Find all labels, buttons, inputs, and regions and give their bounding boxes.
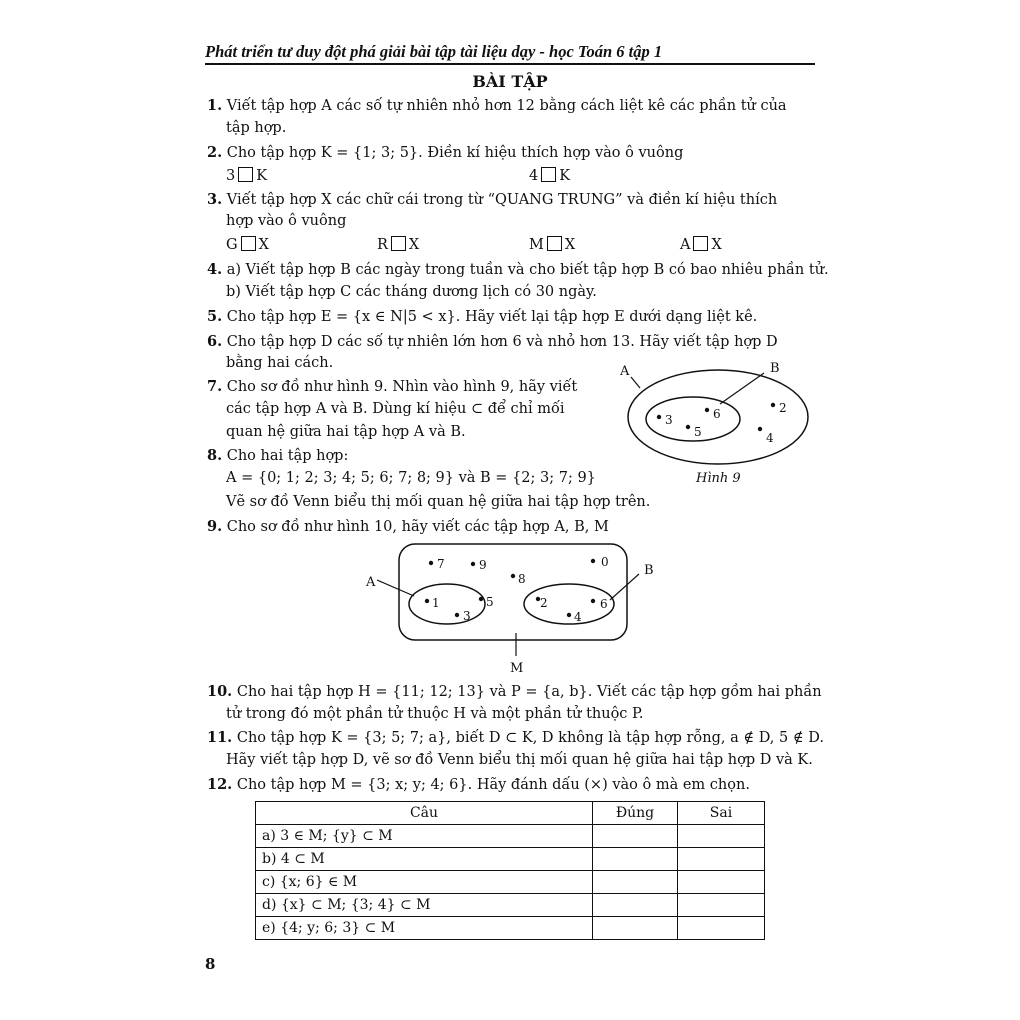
exercise-number: 5.: [207, 308, 223, 325]
exercise-4-line2: b) Viết tập hợp C các tháng dương lịch có 30 ngày.: [226, 284, 597, 300]
answer-box[interactable]: [391, 236, 406, 251]
element-label: 8: [518, 572, 526, 586]
exercise-8-line3: Vẽ sơ đồ Venn biểu thị mối quan hệ giữa hai tập hợp trên.: [226, 494, 651, 510]
element-label: 4: [574, 610, 582, 624]
exercise-4: [207, 261, 829, 278]
statement-cell: a) 3 ∈ M; {y} ⊂ M: [256, 825, 593, 848]
exercise-6-line2: bằng hai cách.: [226, 355, 334, 371]
exercise-3-item-m: M X: [529, 237, 576, 253]
exercise-text: Cho tập hợp M = {3; x; y; 4; 6}. Hãy đánh dấu (×) vào ô mà em chọn.: [236, 777, 750, 793]
exercise-7-line3: quan hệ giữa hai tập hợp A và B.: [226, 424, 466, 440]
exercise-text: Cho sơ đồ như hình 10, hãy viết các tập hợp A, B, M: [226, 519, 609, 535]
exercise-text: a) Viết tập hợp B các ngày trong tuần và cho biết tập hợp B có bao nhiêu phần tử.: [226, 262, 829, 278]
header-rule: [205, 63, 815, 65]
column-header: Đúng: [593, 802, 678, 825]
leader-line-b: [720, 373, 764, 404]
exercise-3-item-g: G X: [226, 237, 269, 253]
table-row: [256, 825, 765, 848]
element-label: 5: [694, 425, 702, 439]
exercise-number: 10.: [207, 683, 233, 700]
set-m-rectangle: [399, 544, 627, 640]
exercise-10: [207, 683, 822, 700]
false-checkbox-cell[interactable]: [678, 871, 765, 894]
element-label: 0: [601, 555, 609, 569]
answer-box[interactable]: [238, 167, 253, 182]
leader-line-a: [377, 580, 414, 596]
false-checkbox-cell[interactable]: [678, 917, 765, 940]
point: [479, 597, 483, 601]
answer-box[interactable]: [241, 236, 256, 251]
element-label: 5: [486, 595, 494, 609]
exercise-2: [207, 144, 683, 161]
point: [471, 562, 475, 566]
false-checkbox-cell[interactable]: [678, 848, 765, 871]
statement-cell: e) {4; y; 6; 3} ⊂ M: [256, 917, 593, 940]
true-checkbox-cell[interactable]: [593, 848, 678, 871]
element-label: 2: [779, 401, 787, 415]
exercise-number: 2.: [207, 144, 223, 161]
table-row: [256, 894, 765, 917]
exercise-number: 12.: [207, 776, 233, 793]
set-a-ellipse: [409, 584, 485, 624]
answer-box[interactable]: [541, 167, 556, 182]
exercise-5: [207, 308, 757, 325]
exercise-1-line2: tập hợp.: [226, 120, 287, 136]
exercise-number: 9.: [207, 518, 223, 535]
venn-diagram-figure-10: [360, 540, 670, 680]
leader-line-a: [631, 377, 640, 388]
exercise-text: Cho hai tập hợp H = {11; 12; 13} và P = {a, b}. Viết các tập hợp gồm hai phần: [236, 684, 822, 700]
figure-9-caption: Hình 9: [696, 471, 741, 486]
label-b: B: [770, 361, 780, 376]
point: [591, 559, 595, 563]
element-label: 6: [600, 597, 608, 611]
exercise-1: [207, 97, 787, 114]
exercise-11-line2: Hãy viết tập hợp D, vẽ sơ đồ Venn biểu thị mối quan hệ giữa hai tập hợp D và K.: [226, 752, 813, 768]
exercise-text: Cho tập hợp K = {1; 3; 5}. Điền kí hiệu thích hợp vào ô vuông: [226, 145, 684, 161]
exercise-3-item-a: A X: [680, 237, 722, 253]
exercise-8: [207, 447, 348, 464]
point: [758, 427, 762, 431]
section-title: BÀI TẬP: [472, 72, 548, 91]
element-label: 2: [540, 596, 548, 610]
point: [591, 599, 595, 603]
exercise-text: Cho tập hợp K = {3; 5; 7; a}, biết D ⊂ K, D không là tập hợp rỗng, a ∉ D, 5 ∉ D.: [236, 730, 824, 746]
point: [567, 613, 571, 617]
column-header: Câu: [256, 802, 593, 825]
exercise-number: 4.: [207, 261, 223, 278]
element-label: 3: [463, 609, 471, 623]
statement-cell: c) {x; 6} ∈ M: [256, 871, 593, 894]
point: [455, 613, 459, 617]
exercise-12: [207, 776, 750, 793]
exercise-3: [207, 191, 777, 208]
label-m: M: [510, 661, 524, 676]
true-checkbox-cell[interactable]: [593, 894, 678, 917]
set-b-ellipse: [646, 397, 740, 441]
false-checkbox-cell[interactable]: [678, 825, 765, 848]
label-b: B: [644, 563, 654, 578]
page-number: 8: [205, 955, 216, 973]
exercise-7: [207, 378, 577, 395]
exercise-number: 11.: [207, 729, 233, 746]
exercise-3-line2: hợp vào ô vuông: [226, 213, 347, 229]
exercise-2-item-a: 3 K: [226, 168, 268, 184]
false-checkbox-cell[interactable]: [678, 894, 765, 917]
exercise-number: 7.: [207, 378, 223, 395]
statement-cell: d) {x} ⊂ M; {3; 4} ⊂ M: [256, 894, 593, 917]
answer-box[interactable]: [547, 236, 562, 251]
element-label: 1: [432, 596, 440, 610]
point: [686, 425, 690, 429]
exercise-11: [207, 729, 824, 746]
element-label: 6: [713, 407, 721, 421]
exercise-number: 6.: [207, 333, 223, 350]
statement-cell: b) 4 ⊂ M: [256, 848, 593, 871]
exercise-text: Cho hai tập hợp:: [226, 448, 349, 464]
exercise-text: Cho tập hợp D các số tự nhiên lớn hơn 6 và nhỏ hơn 13. Hãy viết tập hợp D: [226, 334, 778, 350]
true-checkbox-cell[interactable]: [593, 917, 678, 940]
column-header: Sai: [678, 802, 765, 825]
exercise-number: 3.: [207, 191, 223, 208]
table-row: [256, 917, 765, 940]
point: [425, 599, 429, 603]
exercise-text: Viết tập hợp A các số tự nhiên nhỏ hơn 12 bằng cách liệt kê các phần tử của: [226, 98, 787, 114]
exercise-text: Viết tập hợp X các chữ cái trong từ “QUANG TRUNG” và điền kí hiệu thích: [226, 192, 778, 208]
element-label: 7: [437, 557, 445, 571]
exercise-number: 8.: [207, 447, 223, 464]
point: [429, 561, 433, 565]
table-row: [256, 848, 765, 871]
exercise-3-item-r: R X: [377, 237, 420, 253]
running-header: Phát triển tư duy đột phá giải bài tập tài liệu dạy - học Toán 6 tập 1: [205, 42, 663, 61]
exercise-9: [207, 518, 609, 535]
element-label: 4: [766, 431, 774, 445]
exercise-7-line2: các tập hợp A và B. Dùng kí hiệu ⊂ để chỉ mối: [226, 401, 565, 417]
element-label: 9: [479, 558, 487, 572]
point: [705, 408, 709, 412]
label-a: A: [620, 364, 630, 379]
answer-table: [255, 801, 765, 940]
label-a: A: [366, 575, 376, 590]
point: [771, 403, 775, 407]
exercise-text: Cho tập hợp E = {x ∈ N|5 < x}. Hãy viết lại tập hợp E dưới dạng liệt kê.: [226, 309, 758, 325]
true-checkbox-cell[interactable]: [593, 871, 678, 894]
table-header-row: [256, 802, 765, 825]
exercise-2-item-b: 4 K: [529, 168, 571, 184]
answer-box[interactable]: [693, 236, 708, 251]
leader-line-b: [610, 574, 639, 600]
exercise-8-line2: A = {0; 1; 2; 3; 4; 5; 6; 7; 8; 9} và B = {2; 3; 7; 9}: [226, 470, 596, 486]
true-checkbox-cell[interactable]: [593, 825, 678, 848]
venn-diagram-figure-9: [610, 355, 820, 490]
exercise-number: 1.: [207, 97, 223, 114]
point: [511, 574, 515, 578]
exercise-text: Cho sơ đồ như hình 9. Nhìn vào hình 9, hãy viết: [226, 379, 578, 395]
exercise-10-line2: tử trong đó một phần tử thuộc H và một phần tử thuộc P.: [226, 706, 644, 722]
table-row: [256, 871, 765, 894]
exercise-6: [207, 333, 778, 350]
element-label: 3: [665, 413, 673, 427]
point: [657, 415, 661, 419]
